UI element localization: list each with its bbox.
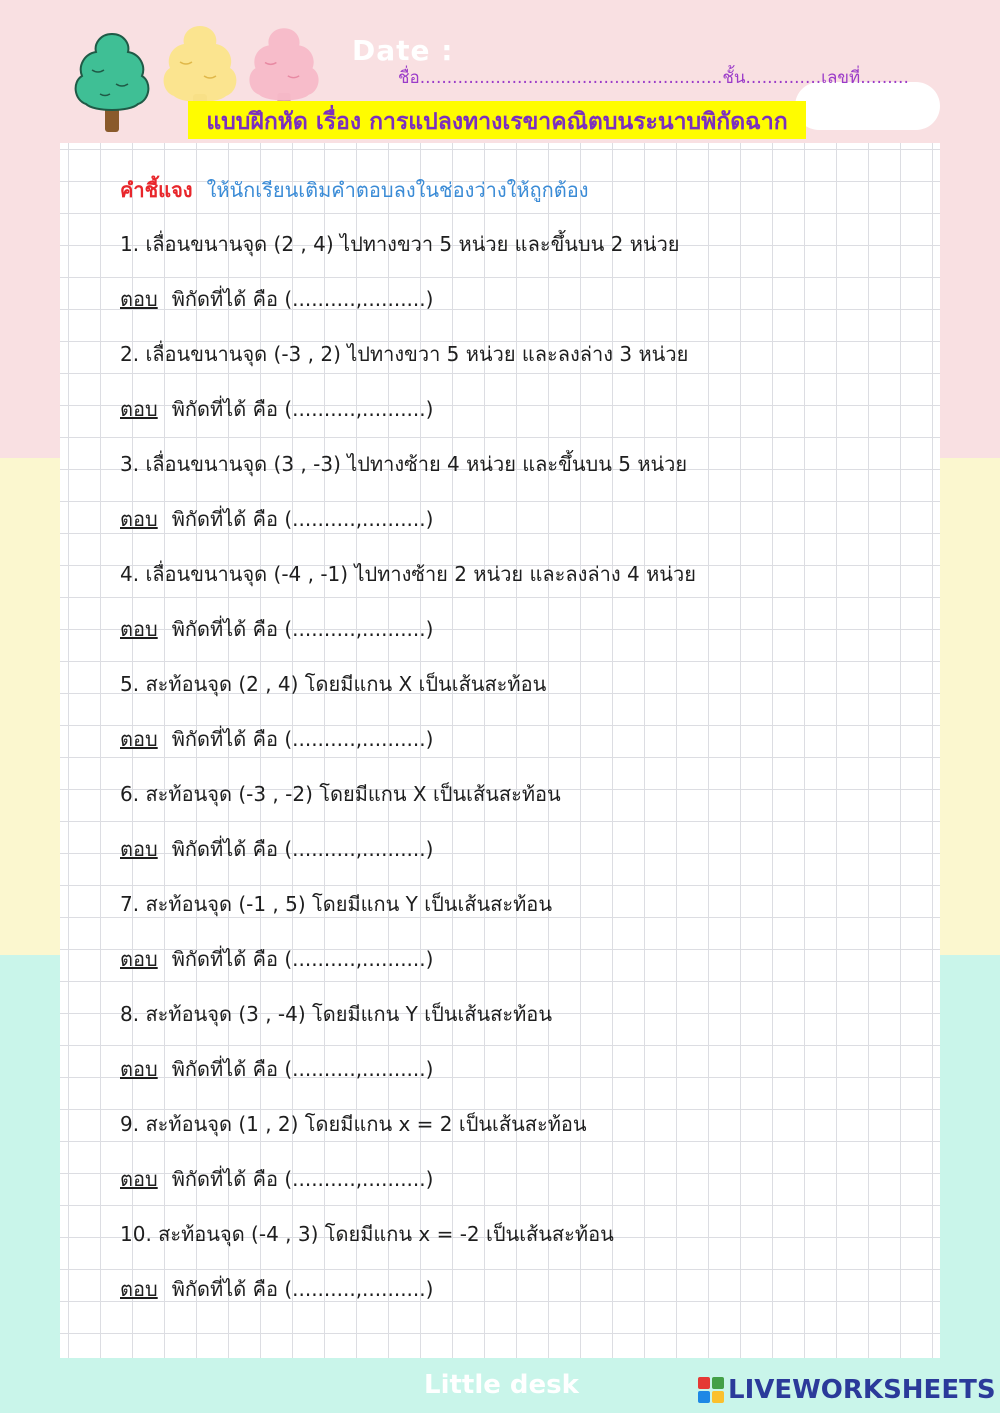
answer-label: ตอบ [120,1167,158,1191]
answer-row-2[interactable] [120,393,433,425]
answer-label: ตอบ [120,397,158,421]
answer-row-5[interactable] [120,723,433,755]
question-3: 3. เลื่อนขนานจุด (3 , -3) ไปทางซ้าย 4 หน่วย และขึ้นบน 5 หน่วย [120,452,688,476]
answer-row-6[interactable] [120,833,433,865]
question-5: 5. สะท้อนจุด (2 , 4) โดยมีแกน X เป็นเส้นสะท้อน [120,672,547,696]
answer-blank[interactable]: พิกัดที่ได้ คือ (..........,..........) [171,287,434,311]
green-tree-icon [72,30,152,134]
worksheet-title: แบบฝึกหัด เรื่อง การแปลงทางเรขาคณิตบนระนาบพิกัดฉาก [206,109,788,135]
answer-label: ตอบ [120,1277,158,1301]
question-4: 4. เลื่อนขนานจุด (-4 , -1) ไปทางซ้าย 2 หน่วย และลงล่าง 4 หน่วย [120,562,696,586]
liveworksheets-text: LIVEWORKSHEETS [728,1375,996,1405]
liveworksheets-logo[interactable] [698,1374,996,1406]
instructions-text: ให้นักเรียนเติมคำตอบลงในช่องว่างให้ถูกต้อง [206,178,589,202]
answer-row-8[interactable] [120,1053,433,1085]
answer-row-1[interactable] [120,283,433,315]
answer-blank[interactable]: พิกัดที่ได้ คือ (..........,..........) [171,397,434,421]
answer-blank[interactable]: พิกัดที่ได้ คือ (..........,..........) [171,1277,434,1301]
liveworksheets-icon [698,1377,724,1403]
answer-row-9[interactable] [120,1163,433,1195]
answer-blank[interactable]: พิกัดที่ได้ คือ (..........,..........) [171,837,434,861]
footer-brand: Little desk [424,1370,579,1400]
answer-blank[interactable]: พิกัดที่ได้ คือ (..........,..........) [171,1167,434,1191]
answer-blank[interactable]: พิกัดที่ได้ คือ (..........,..........) [171,947,434,971]
answer-blank[interactable]: พิกัดที่ได้ คือ (..........,..........) [171,507,434,531]
answer-row-4[interactable] [120,613,433,645]
question-8: 8. สะท้อนจุด (3 , -4) โดยมีแกน Y เป็นเส้นสะท้อน [120,1002,552,1026]
question-9: 9. สะท้อนจุด (1 , 2) โดยมีแกน x = 2 เป็นเส้นสะท้อน [120,1112,587,1136]
answer-label: ตอบ [120,837,158,861]
date-label: Date : [352,34,454,67]
instructions-label: คำชี้แจง [120,178,193,202]
answer-blank[interactable]: พิกัดที่ได้ คือ (..........,..........) [171,617,434,641]
question-1: 1. เลื่อนขนานจุด (2 , 4) ไปทางขวา 5 หน่วย และขึ้นบน 2 หน่วย [120,232,680,256]
answer-row-10[interactable] [120,1273,433,1305]
question-2: 2. เลื่อนขนานจุด (-3 , 2) ไปทางขวา 5 หน่วย และลงล่าง 3 หน่วย [120,342,689,366]
answer-label: ตอบ [120,727,158,751]
question-6: 6. สะท้อนจุด (-3 , -2) โดยมีแกน X เป็นเส้นสะท้อน [120,782,561,806]
answer-label: ตอบ [120,287,158,311]
answer-row-3[interactable] [120,503,433,535]
question-10: 10. สะท้อนจุด (-4 , 3) โดยมีแกน x = -2 เป็นเส้นสะท้อน [120,1222,614,1246]
answer-label: ตอบ [120,617,158,641]
answer-blank[interactable]: พิกัดที่ได้ คือ (..........,..........) [171,1057,434,1081]
answer-blank[interactable]: พิกัดที่ได้ คือ (..........,..........) [171,727,434,751]
answer-row-7[interactable] [120,943,433,975]
answer-label: ตอบ [120,507,158,531]
student-info-line: ชื่อ........................................................ชั้น..............เลขที่......... [398,68,909,88]
question-7: 7. สะท้อนจุด (-1 , 5) โดยมีแกน Y เป็นเส้นสะท้อน [120,892,552,916]
instructions [120,174,589,206]
answer-label: ตอบ [120,947,158,971]
answer-label: ตอบ [120,1057,158,1081]
